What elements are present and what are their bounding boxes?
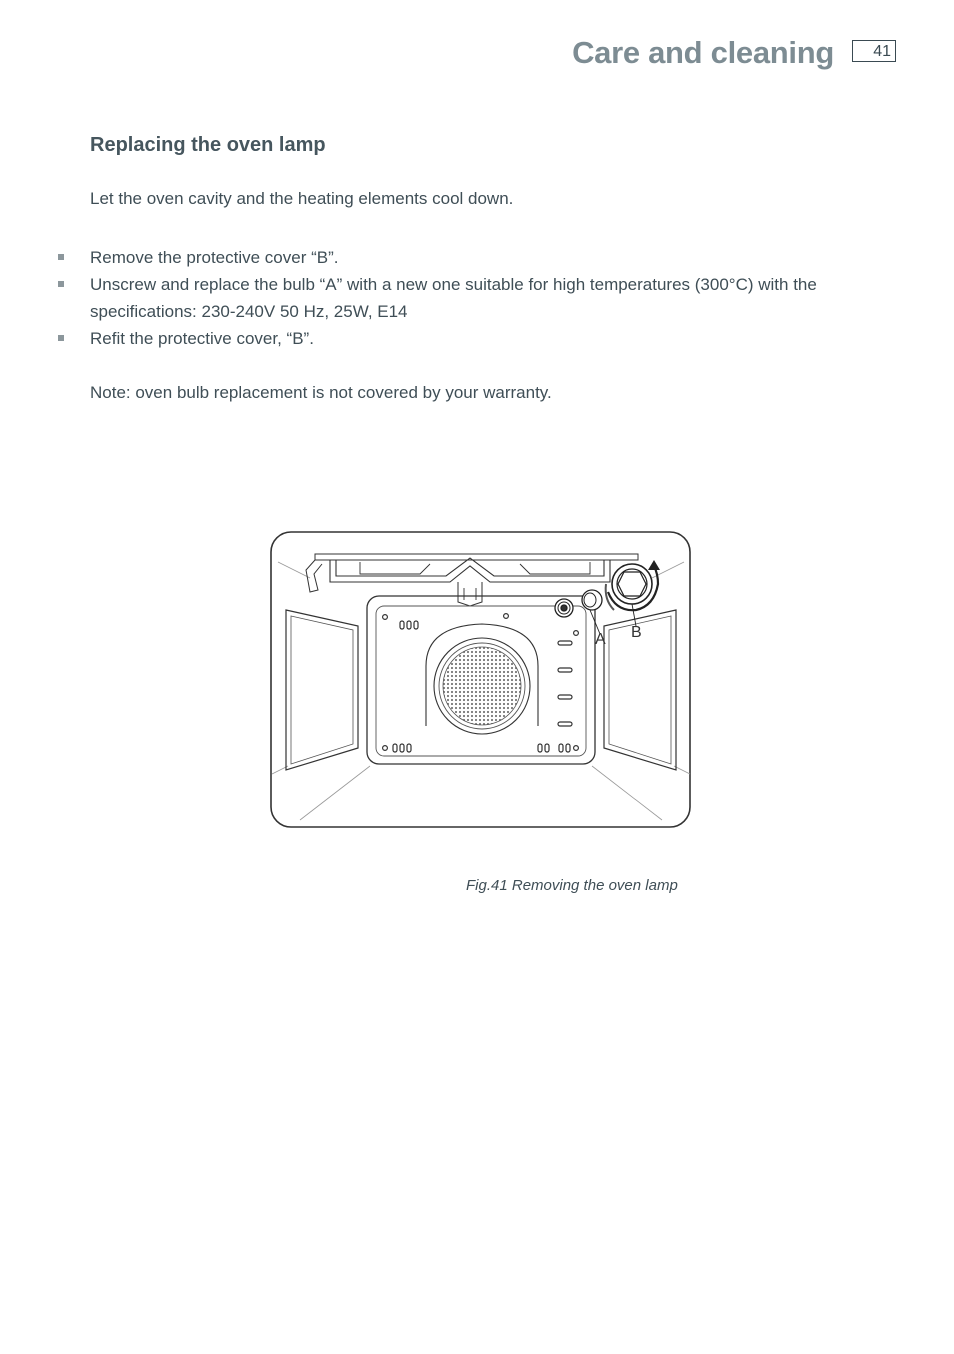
oven-lamp-diagram [270, 530, 692, 830]
bullet-icon [58, 281, 64, 287]
list-item [56, 325, 906, 352]
list-item [56, 244, 906, 271]
label-a: A [595, 631, 606, 648]
page-header [572, 30, 896, 76]
intro-paragraph: Let the oven cavity and the heating elements cool down. [90, 189, 514, 208]
list-item [56, 271, 906, 325]
page-number: 41 [852, 40, 896, 62]
step-text: Refit the protective cover, “B”. [90, 329, 314, 348]
figure-caption: Fig.41 Removing the oven lamp [466, 877, 678, 894]
step-text: Remove the protective cover “B”. [90, 248, 339, 267]
steps-list [56, 244, 906, 352]
bullet-icon [58, 254, 64, 260]
page-title: Care and cleaning [572, 35, 834, 70]
step-text: Unscrew and replace the bulb “A” with a new one suitable for high temperatures (300°C) with the specifications: 230-240V 50 Hz, 25W, E14 [90, 275, 817, 321]
bullet-icon [58, 335, 64, 341]
section-heading: Replacing the oven lamp [90, 134, 326, 156]
warranty-note: Note: oven bulb replacement is not covered by your warranty. [90, 383, 552, 402]
label-b: B [631, 624, 642, 641]
